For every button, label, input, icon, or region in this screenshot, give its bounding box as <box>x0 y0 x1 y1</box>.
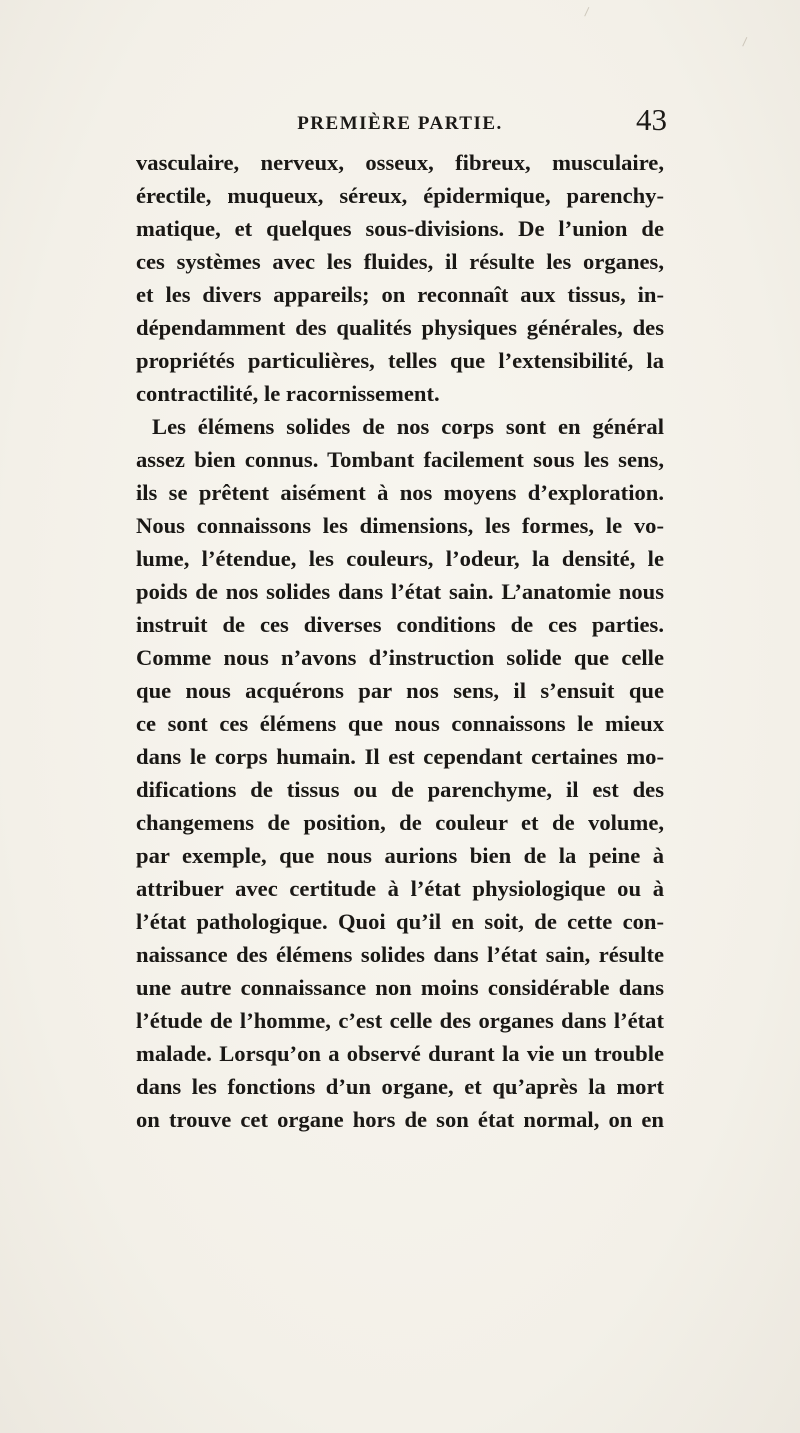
text-line: Les élémens solides de nos corps sont en général <box>152 414 664 439</box>
text-line: on trouve cet organe hors de son état normal, on en <box>136 1107 664 1132</box>
text-line: malade. Lorsqu’on a observé durant la vie un trouble <box>136 1041 664 1066</box>
text-line: ils se prêtent aisément à nos moyens d’exploration. <box>136 480 664 505</box>
text-line: vasculaire, nerveux, osseux, fibreux, musculaire, <box>136 150 664 175</box>
text-line: poids de nos solides dans l’état sain. L’anatomie nous <box>136 579 664 604</box>
text-line: par exemple, que nous aurions bien de la peine à <box>136 843 664 868</box>
text-line: assez bien connus. Tombant facilement sous les sens, <box>136 447 664 472</box>
text-line: changemens de position, de couleur et de volume, <box>136 810 664 835</box>
text-line: naissance des élémens solides dans l’état sain, résulte <box>136 942 664 967</box>
body-text <box>136 146 664 1136</box>
text-line: érectile, muqueux, séreux, épidermique, parenchy- <box>136 183 664 208</box>
text-line: que nous acquérons par nos sens, il s’ensuit que <box>136 678 664 703</box>
text-line: matique, et quelques sous-divisions. De l’union de <box>136 216 664 241</box>
text-line: lume, l’étendue, les couleurs, l’odeur, la densité, le <box>136 546 664 571</box>
text-line: contractilité, le racornissement. <box>136 381 440 406</box>
page-number: 43 <box>636 102 667 137</box>
text-line: Nous connaissons les dimensions, les formes, le vo- <box>136 513 664 538</box>
text-line: dans le corps humain. Il est cependant certaines mo- <box>136 744 664 769</box>
paper-mark <box>742 37 753 49</box>
text-line: l’état pathologique. Quoi qu’il en soit, de cette con- <box>136 909 664 934</box>
text-line: propriétés particulières, telles que l’extensibilité, la <box>136 348 664 373</box>
text-line: difications de tissus ou de parenchyme, il est des <box>136 777 664 802</box>
text-line: ces systèmes avec les fluides, il résulte les organes, <box>136 249 664 274</box>
text-line: une autre connaissance non moins considérable dans <box>136 975 664 1000</box>
page-header <box>0 100 800 140</box>
text-line: attribuer avec certitude à l’état physiologique ou à <box>136 876 664 901</box>
text-line: dans les fonctions d’un organe, et qu’après la mort <box>136 1074 664 1099</box>
paper-mark <box>584 7 595 19</box>
text-line: ce sont ces élémens que nous connaissons le mieux <box>136 711 664 736</box>
text-line: Comme nous n’avons d’instruction solide que celle <box>136 645 664 670</box>
text-line: dépendamment des qualités physiques générales, des <box>136 315 664 340</box>
text-line: l’étude de l’homme, c’est celle des organes dans l’état <box>136 1008 664 1033</box>
text-line: instruit de ces diverses conditions de ces parties. <box>136 612 664 637</box>
text-line: et les divers appareils; on reconnaît aux tissus, in- <box>136 282 664 307</box>
running-head: PREMIÈRE PARTIE. <box>297 113 503 134</box>
